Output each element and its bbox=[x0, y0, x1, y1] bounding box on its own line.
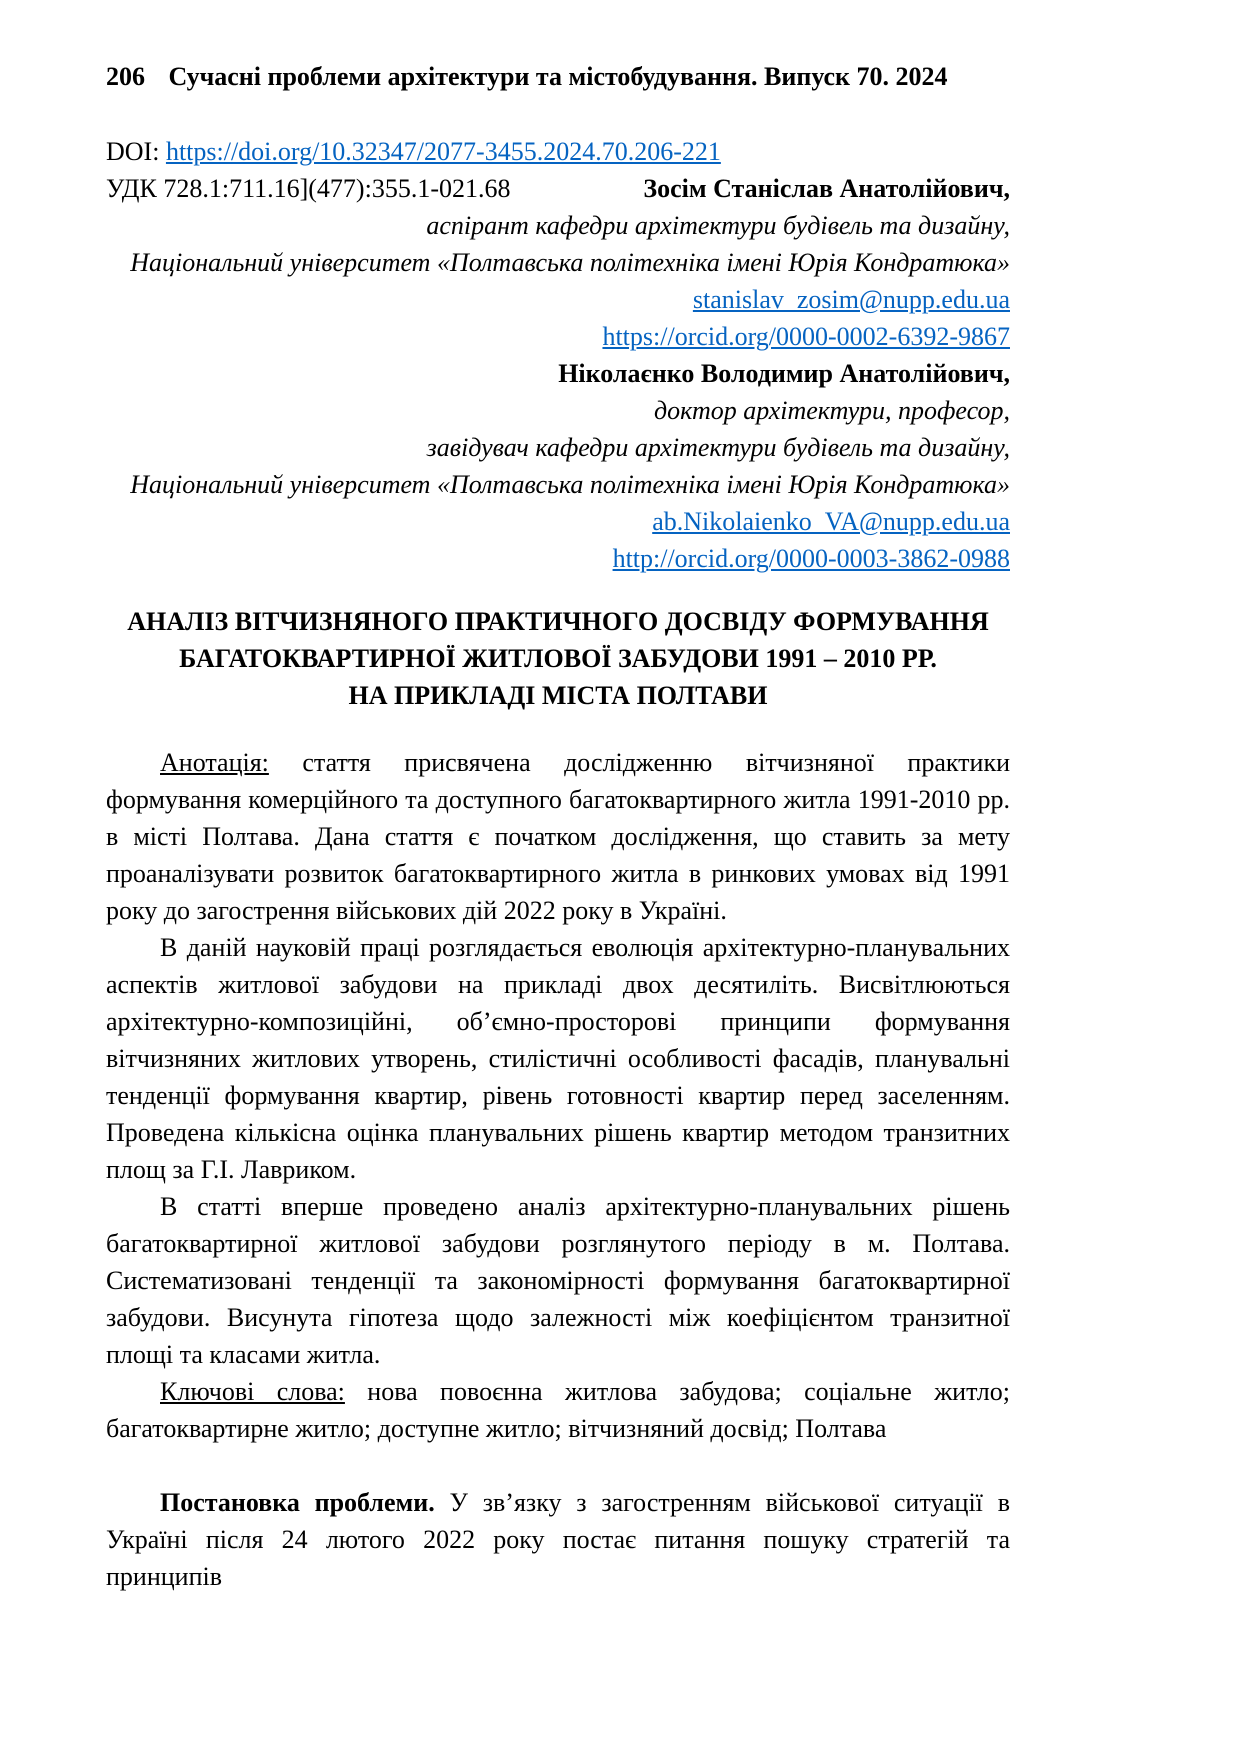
keywords-lead: Ключові слова: bbox=[160, 1377, 345, 1406]
journal-title: Сучасні проблеми архітектури та містобудування. Випуск 70. 2024 bbox=[168, 62, 948, 91]
author-email-line bbox=[106, 281, 1010, 318]
author-name: Ніколаєнко Володимир Анатолійович, bbox=[558, 359, 1010, 388]
page-number: 206 bbox=[106, 62, 145, 91]
doi-line bbox=[106, 133, 1010, 170]
abstract-lead: Анотація: bbox=[160, 748, 269, 777]
paper-title-line: АНАЛІЗ ВІТЧИЗНЯНОГО ПРАКТИЧНОГО ДОСВІДУ ФОРМУВАННЯ bbox=[127, 607, 989, 636]
section-heading: Постановка проблеми. bbox=[160, 1488, 435, 1517]
doi-link[interactable]: https://doi.org/10.32347/2077-3455.2024.70.206-221 bbox=[165, 137, 721, 166]
author-role: доктор архітектури, професор, bbox=[653, 396, 1010, 425]
udc-code: УДК 728.1:711.16](477):355.1-021.68 bbox=[106, 174, 511, 203]
paper-title bbox=[106, 603, 1010, 714]
abstract-paragraph bbox=[106, 929, 1010, 1188]
author-orcid-link[interactable]: http://orcid.org/0000-0003-3862-0988 bbox=[612, 544, 1010, 573]
author-email-link[interactable]: stanislav_zosim@nupp.edu.ua bbox=[692, 285, 1010, 314]
abstract-text: В статті вперше проведено аналіз архітектурно-планувальних рішень багатоквартирної житлової забудови розглянутого періоду в м. Полтава. Систематизовані тенденції та закономірності формування багатоквартирної забудови. Висунута гіпотеза щодо залежності між коефіцієнтом транзитної площі та класами житла. bbox=[106, 1192, 1010, 1369]
paper-title-line: БАГАТОКВАРТИРНОЇ ЖИТЛОВОЇ ЗАБУДОВИ 1991 – 2010 РР. bbox=[179, 644, 937, 673]
author-orcid-link[interactable]: https://orcid.org/0000-0002-6392-9867 bbox=[602, 322, 1010, 351]
abstract-text: В даній науковій праці розглядається еволюція архітектурно-планувальних аспектів житлової забудови на прикладі двох десятиліть. Висвітлюються архітектурно-композиційні, об’ємно-просторові принципи формування вітчизняних житлових утворень, стилістичні особливості фасадів, планувальні тенденції формування квартир, рівень готовності квартир перед заселенням. Проведена кількісна оцінка планувальних рішень квартир методом транзитних площ за Г.І. Лавриком. bbox=[106, 933, 1010, 1184]
abstract-paragraph bbox=[106, 1188, 1010, 1373]
body-paragraph bbox=[106, 1484, 1010, 1595]
keywords-paragraph bbox=[106, 1373, 1010, 1447]
author-affiliation: Національний університет «Полтавська політехніка імені Юрія Кондратюка» bbox=[130, 248, 1010, 277]
abstract-text: стаття присвячена дослідженню вітчизняної практики формування комерційного та доступного багатоквартирного житла 1991-2010 рр. в місті Полтава. Дана стаття є початком дослідження, що ставить за мету проаналізувати розвиток багатоквартирного житла в ринкових умовах від 1991 року до загострення військових дій 2022 року в Україні. bbox=[106, 748, 1010, 925]
author-role: завідувач кафедри архітектури будівель та дизайну, bbox=[426, 433, 1010, 462]
doi-label: DOI: bbox=[106, 137, 166, 166]
udc-row bbox=[106, 170, 1010, 207]
author-affiliation: Національний університет «Полтавська політехніка імені Юрія Кондратюка» bbox=[130, 470, 1010, 499]
author-orcid-line bbox=[106, 540, 1010, 577]
running-head bbox=[106, 58, 1010, 95]
abstract-paragraph bbox=[106, 744, 1010, 929]
author-role: аспірант кафедри архітектури будівель та дизайну, bbox=[426, 211, 1010, 240]
author-orcid-line bbox=[106, 318, 1010, 355]
author-name: Зосім Станіслав Анатолійович, bbox=[643, 174, 1010, 203]
author-email-line bbox=[106, 503, 1010, 540]
body-text: У зв’язку з загостренням військової ситуації в Україні після 24 лютого 2022 року постає питання пошуку стратегій та принципів bbox=[106, 1488, 1010, 1591]
keywords-text: нова повоєнна житлова забудова; соціальне житло; багатоквартирне житло; доступне житло; вітчизняний досвід; Полтава bbox=[106, 1377, 1010, 1443]
author-email-link[interactable]: ab.Nikolaienko_VA@nupp.edu.ua bbox=[652, 507, 1010, 536]
paper-title-line: НА ПРИКЛАДІ МІСТА ПОЛТАВИ bbox=[348, 681, 768, 710]
